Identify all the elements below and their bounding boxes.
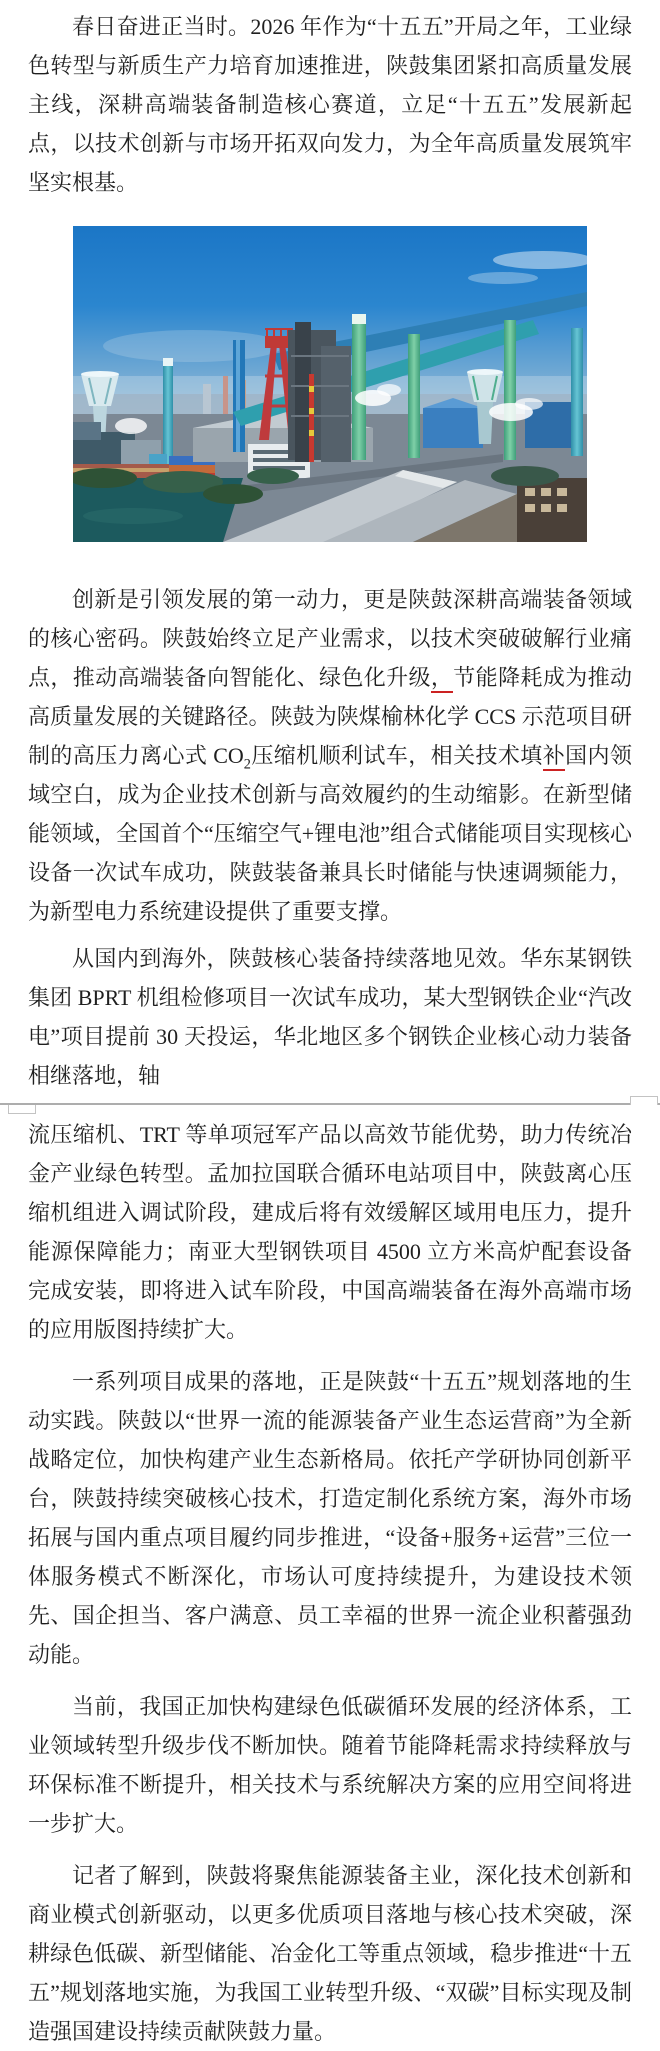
text-run: 国内领域空白，成为企业技术创新与高效履约的生动缩影。在新型储能领域，全国首个“压缩空气+锂电池”组合式储能项目实现核心设备一次试车成功，陕鼓装备兼具长时储能与快速调频能力，为新型电力系统建设提供了重要支撑。	[28, 743, 632, 924]
text-run: 节能降耗成为推动高质量发展的关键路径。陕鼓为陕煤榆林化学 CCS 示范项目研制的高压力离心式 CO	[28, 665, 632, 768]
text-run: 创新是引领发展的第一动力，更是陕鼓深耕高端装备领域的核心密码。陕鼓始终立足产业需求，以技术突破破解行业痛点，推动高端装备向智能化、绿色化升级	[28, 587, 632, 690]
paragraph-1	[28, 7, 632, 202]
page-boundary-right-tab	[630, 1096, 658, 1105]
paragraph-5	[28, 1687, 632, 1843]
paragraph-3-part-1	[28, 939, 632, 1095]
text-run: 从国内到海外，陕鼓核心装备持续落地见效。华东某钢铁集团 BPRT 机组检修项目一次试车成功，某大型钢铁企业“汽改电”项目提前 30 天投运，华北地区多个钢铁企业核心动力装备相继落地，轴	[28, 946, 632, 1088]
proofing-marked-text: 补	[543, 743, 565, 771]
paragraph-2	[28, 580, 632, 931]
paragraph-3-part-2	[28, 1115, 632, 1349]
subscript-text: 2	[243, 756, 251, 773]
paragraph-4	[28, 1362, 632, 1674]
text-run: 流压缩机、TRT 等单项冠军产品以高效节能优势，助力传统冶金产业绿色转型。孟加拉国联合循环电站项目中，陕鼓离心压缩机组进入调试阶段，建成后将有效缓解区域用电压力，提升能源保障能力；南亚大型钢铁项目 4500 立方米高炉配套设备完成安装，即将进入试车阶段，中国高端装备在海外高端市场的应用版图持续扩大。	[28, 1122, 632, 1342]
page-boundary-line	[0, 1103, 660, 1105]
page-boundary-divider[interactable]	[0, 1095, 660, 1115]
industrial-plant-photo[interactable]	[73, 226, 587, 542]
proofing-marked-text: ，	[431, 665, 453, 693]
text-run: 春日奋进正当时。2026 年作为“十五五”开局之年，工业绿色转型与新质生产力培育加速推进，陕鼓集团紧扣高质量发展主线，深耕高端装备制造核心赛道，立足“十五五”发展新起点，以技术创新与市场开拓双向发力，为全年高质量发展筑牢坚实根基。	[28, 14, 632, 195]
paragraph-6	[28, 1856, 632, 2051]
text-run: 压缩机顺利试车，相关技术填	[250, 743, 543, 768]
page-boundary-left-tab	[8, 1105, 36, 1114]
factory-panorama-illustration	[73, 226, 587, 542]
text-run: 一系列项目成果的落地，正是陕鼓“十五五”规划落地的生动实践。陕鼓以“世界一流的能源装备产业生态运营商”为全新战略定位，加快构建产业生态新格局。依托产学研协同创新平台，陕鼓持续突破核心技术，打造定制化系统方案，海外市场拓展与国内重点项目履约同步推进，“设备+服务+运营”三位一体服务模式不断深化，市场认可度持续提升，为建设技术领先、国企担当、客户满意、员工幸福的世界一流企业积蓄强劲动能。	[28, 1369, 632, 1667]
text-run: 记者了解到，陕鼓将聚焦能源装备主业，深化技术创新和商业模式创新驱动，以更多优质项目落地与核心技术突破，深耕绿色低碳、新型储能、冶金化工等重点领域，稳步推进“十五五”规划落地实施，为我国工业转型升级、“双碳”目标实现及制造强国建设持续贡献陕鼓力量。	[28, 1863, 632, 2044]
text-run: 当前，我国正加快构建绿色低碳循环发展的经济体系，工业领域转型升级步伐不断加快。随着节能降耗需求持续释放与环保标准不断提升，相关技术与系统解决方案的应用空间将进一步扩大。	[28, 1694, 632, 1836]
